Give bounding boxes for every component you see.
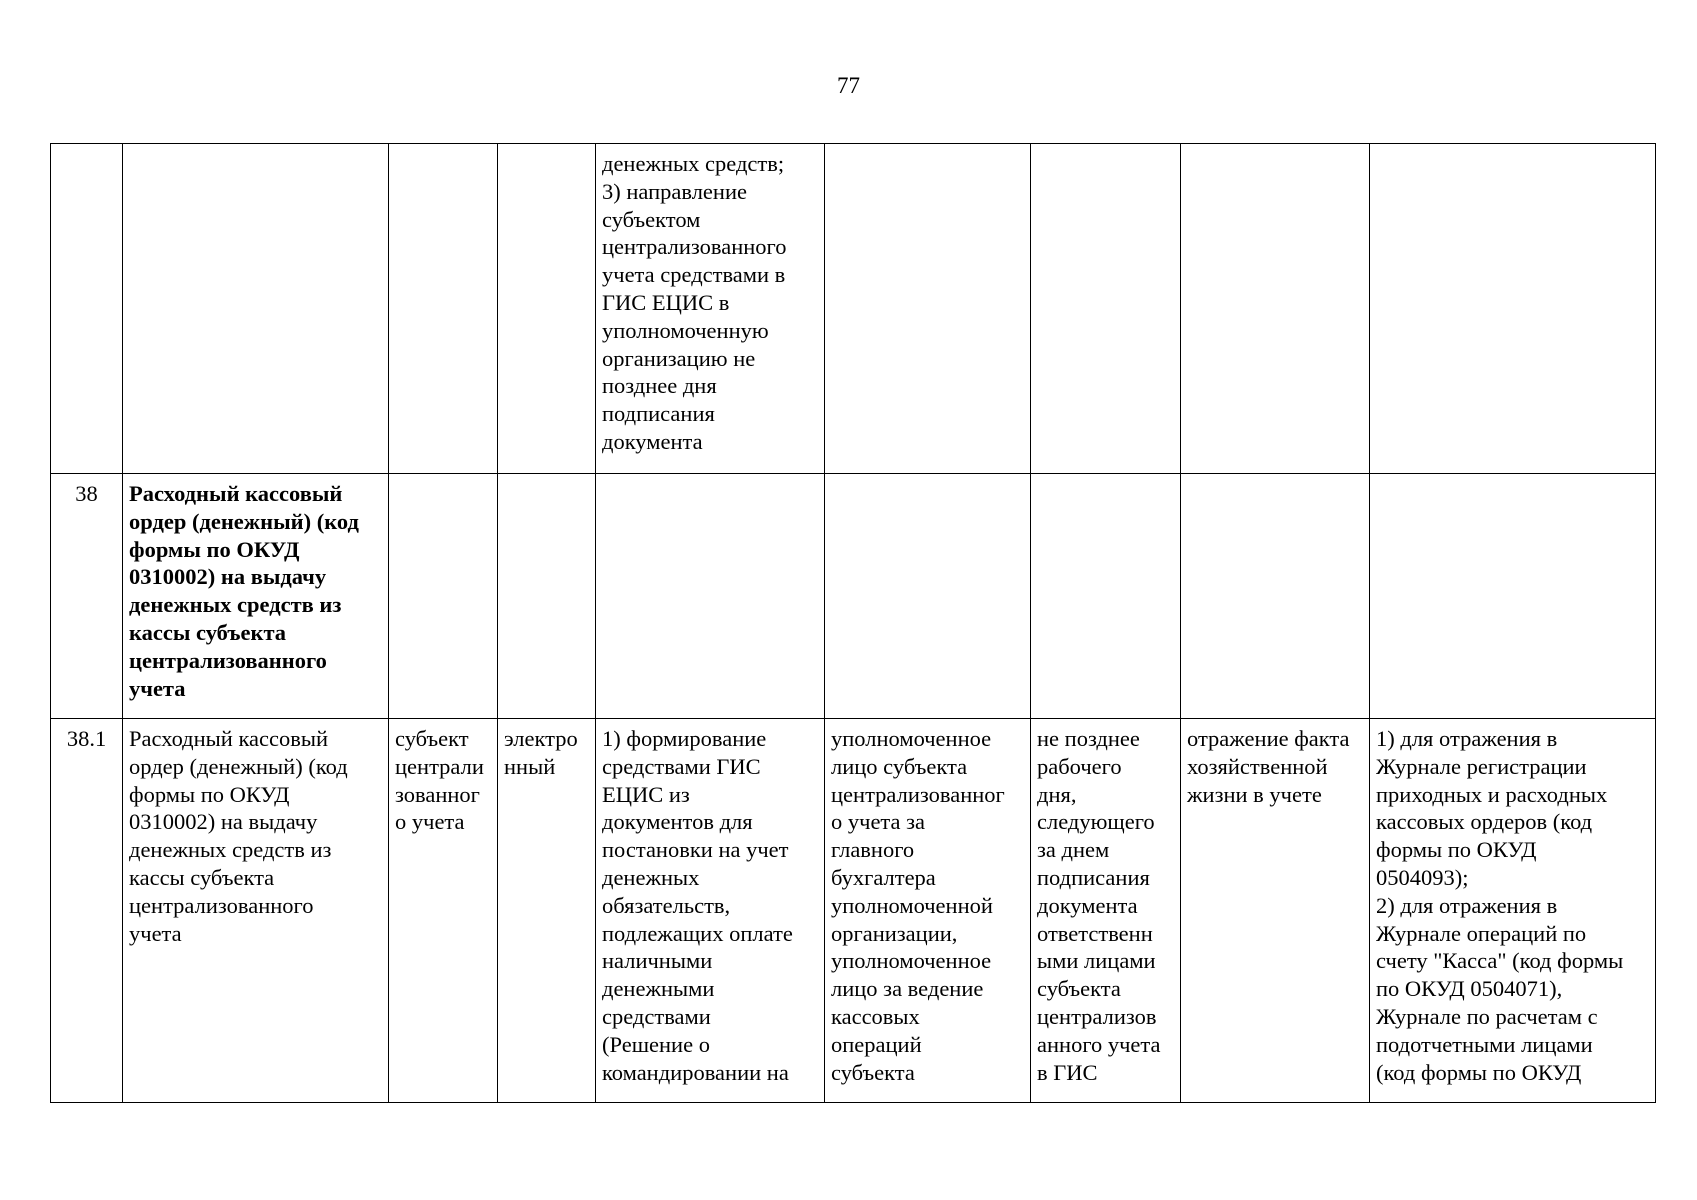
cell-line: позднее дня [602, 373, 717, 399]
cell-line: кассы субъекта [129, 619, 287, 645]
cell-responsible [389, 144, 498, 474]
cell-line: формы по ОКУД [129, 536, 300, 562]
cell-line: главного [831, 837, 915, 863]
cell-line: обязательств, [602, 892, 731, 918]
cell-line: анного учета [1037, 1031, 1161, 1057]
table-row [51, 474, 1656, 719]
cell-document-name [123, 144, 389, 474]
cell-document-name [123, 474, 389, 719]
cell-line: кассовых [831, 1003, 920, 1029]
cell-responsible [389, 719, 498, 1103]
cell-line: Журнале операций по [1376, 920, 1587, 946]
cell-line: 1) формирование [602, 726, 767, 751]
cell-signer [825, 474, 1031, 719]
cell-line: отражение факта [1187, 726, 1350, 751]
cell-line: 0504093); [1376, 864, 1469, 890]
cell-line: о учета [395, 809, 465, 835]
table-row [51, 144, 1656, 474]
cell-line: приходных и расходных [1376, 781, 1608, 807]
document-table [50, 143, 1656, 1103]
cell-line: субъекта [831, 1059, 915, 1085]
cell-line: хозяйственной [1187, 753, 1328, 779]
cell-deadline [1031, 719, 1181, 1103]
cell-deadline [1031, 474, 1181, 719]
cell-procedure [596, 719, 825, 1103]
cell-line: кассы субъекта [129, 864, 275, 890]
cell-line: субъект [395, 726, 469, 751]
cell-line: нный [504, 753, 556, 779]
cell-line: организацию не [602, 345, 756, 371]
cell-line: наличными [602, 948, 713, 974]
cell-format [498, 474, 596, 719]
cell-line: командировании на [602, 1059, 789, 1085]
cell-num: 38.1 [51, 719, 123, 1103]
cell-line: ордер (денежный) (код [129, 753, 348, 779]
cell-line: 0310002) на выдачу [129, 809, 318, 835]
cell-line: денежных средств; [602, 151, 785, 176]
cell-line: (код формы по ОКУД [1376, 1059, 1582, 1085]
cell-line: подлежащих оплате [602, 920, 793, 946]
cell-line: централизованного [602, 234, 787, 260]
cell-line: электро [504, 726, 578, 751]
cell-line: зованног [395, 781, 480, 807]
cell-line: централизованного [129, 892, 314, 918]
cell-line: ГИС ЕЦИС в [602, 289, 730, 315]
cell-usage [1370, 474, 1656, 719]
cell-line: субъектом [602, 206, 701, 232]
cell-line: кассовых ордеров (код [1376, 809, 1593, 835]
cell-line: централизов [1037, 1003, 1157, 1029]
cell-line: Расходный кассовый [129, 726, 329, 751]
cell-line: счету "Касса" (код формы [1376, 948, 1624, 974]
table-row [51, 719, 1656, 1103]
cell-line: жизни в учете [1187, 781, 1322, 807]
cell-line: бухгалтера [831, 864, 936, 890]
cell-line: средствами ГИС [602, 753, 761, 779]
cell-line: 0310002) на выдачу [129, 564, 327, 590]
cell-usage [1370, 719, 1656, 1103]
cell-line: денежных средств из [129, 592, 342, 618]
cell-line: документа [602, 428, 703, 454]
cell-line: о учета за [831, 809, 926, 835]
cell-line: дня, [1037, 781, 1077, 807]
cell-line: операций [831, 1031, 922, 1057]
table-body [51, 144, 1656, 1103]
cell-line: документа [1037, 892, 1138, 918]
cell-signer [825, 719, 1031, 1103]
cell-line: ыми лицами [1037, 948, 1156, 974]
cell-line: (Решение о [602, 1031, 710, 1057]
cell-line: 2) для отражения в [1376, 892, 1558, 918]
cell-line: уполномоченное [831, 726, 992, 751]
cell-line: постановки на учет [602, 837, 789, 863]
cell-deadline [1031, 144, 1181, 474]
cell-line: ордер (денежный) (код [129, 508, 359, 534]
cell-line: формы по ОКУД [1376, 837, 1537, 863]
cell-line: следующего [1037, 809, 1155, 835]
cell-line: денежных средств из [129, 837, 332, 863]
cell-line: Расходный кассовый [129, 481, 343, 506]
cell-line: уполномоченной [831, 892, 993, 918]
page-number: 77 [837, 73, 860, 98]
cell-line: ЕЦИС из [602, 781, 690, 807]
cell-line: Журнале регистрации [1376, 753, 1587, 779]
cell-line: учета средствами в [602, 262, 786, 288]
cell-line: подписания [602, 401, 715, 427]
cell-line: субъекта [1037, 976, 1121, 1002]
cell-line: по ОКУД 0504071), [1376, 976, 1563, 1002]
cell-signer [825, 144, 1031, 474]
cell-line: учета [129, 675, 186, 701]
cell-line: средствами [602, 1003, 711, 1029]
cell-line: уполномоченную [602, 317, 769, 343]
cell-line: не позднее [1037, 726, 1140, 751]
cell-purpose [1181, 144, 1370, 474]
cell-purpose [1181, 474, 1370, 719]
cell-usage [1370, 144, 1656, 474]
cell-line: организации, [831, 920, 958, 946]
cell-line: лицо за ведение [831, 976, 984, 1002]
cell-line: формы по ОКУД [129, 781, 290, 807]
cell-line: рабочего [1037, 753, 1122, 779]
cell-line: подписания [1037, 864, 1150, 890]
cell-line: централизованног [831, 781, 1005, 807]
cell-document-name [123, 719, 389, 1103]
cell-line: 1) для отражения в [1376, 726, 1558, 751]
cell-line: ответственн [1037, 920, 1153, 946]
cell-procedure [596, 474, 825, 719]
cell-line: подотчетными лицами [1376, 1031, 1593, 1057]
cell-line: лицо субъекта [831, 753, 968, 779]
cell-purpose [1181, 719, 1370, 1103]
cell-responsible [389, 474, 498, 719]
cell-line: 3) направление [602, 178, 747, 204]
cell-format [498, 144, 596, 474]
cell-line: денежных [602, 864, 700, 890]
cell-num [51, 144, 123, 474]
cell-line: денежными [602, 976, 715, 1002]
cell-line: за днем [1037, 837, 1110, 863]
cell-line: Журнале по расчетам с [1376, 1003, 1598, 1029]
cell-line: уполномоченное [831, 948, 992, 974]
cell-line: документов для [602, 809, 753, 835]
cell-num: 38 [51, 474, 123, 719]
cell-line: учета [129, 920, 182, 946]
cell-line: в ГИС [1037, 1059, 1098, 1085]
cell-format [498, 719, 596, 1103]
cell-line: централизованного [129, 647, 327, 673]
cell-procedure [596, 144, 825, 474]
cell-line: централи [395, 753, 484, 779]
